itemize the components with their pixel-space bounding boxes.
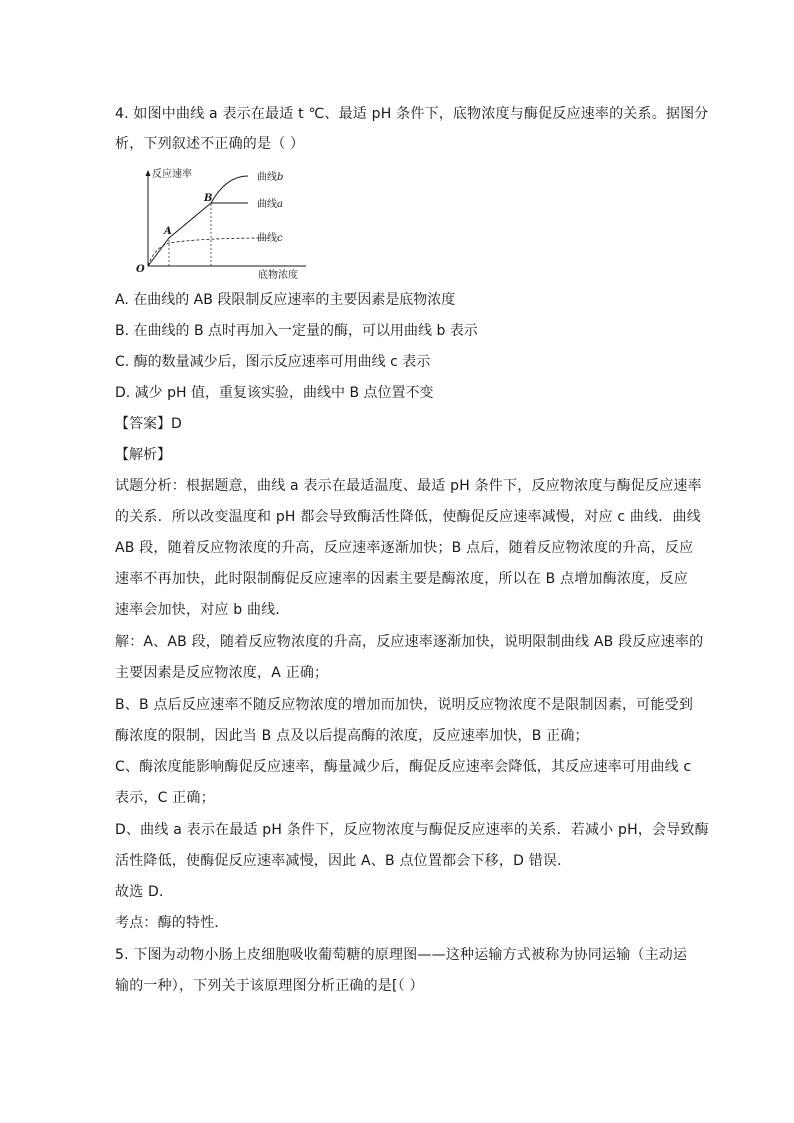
curve-a-label: 曲线a bbox=[257, 199, 283, 210]
curve-a bbox=[148, 203, 248, 266]
y-axis-arrow bbox=[146, 170, 151, 176]
analysis-line: 酶浓度的限制，因此当 B 点及以后提高酶的浓度，反应速率加快，B 正确； bbox=[115, 728, 589, 744]
q5-stem-line1: 5. 下图为动物小肠上皮细胞吸收葡萄糖的原理图——这种运输方式被称为协同运输（主动运 bbox=[115, 947, 688, 963]
analysis-line: 速率会加快，对应 b 曲线． bbox=[115, 602, 290, 618]
q4-stem-line2: 析，下列叙述不正确的是（ ） bbox=[115, 136, 305, 152]
point-b-label: B bbox=[204, 193, 213, 204]
analysis-line: 表示，C 正确； bbox=[115, 790, 215, 806]
q4-option-a: A. 在曲线的 AB 段限制反应速率的主要因素是底物浓度 bbox=[115, 292, 456, 308]
analysis-line: 速率不再加快，此时限制酶促反应速率的因素主要是酶浓度，所以在 B 点增加酶浓度，反应 bbox=[115, 571, 688, 587]
y-axis-label: 反应速率 bbox=[152, 169, 192, 180]
analysis-line: 故选 D． bbox=[115, 884, 174, 900]
analysis-line: 主要因素是反应物浓度，A 正确； bbox=[115, 665, 329, 681]
analysis-line: B、B 点后反应速率不随反应物浓度的增加而加快，说明反应物浓度不是限制因素，可能受到 bbox=[115, 697, 694, 713]
reaction-rate-graph bbox=[130, 166, 310, 282]
q4-analysis-header: 【解析】 bbox=[115, 447, 171, 463]
curve-b bbox=[211, 176, 248, 203]
analysis-line: 解：A、AB 段，随着反应物浓度的升高，反应速率逐渐加快，说明限制曲线 AB 段反应速率的 bbox=[115, 634, 704, 650]
q4-stem-line1: 4. 如图中曲线 a 表示在最适 t ℃、最适 pH 条件下，底物浓度与酶促反应速率的关系。据图分 bbox=[115, 106, 709, 122]
analysis-line: 活性降低，使酶促反应速率减慢，因此 A、B 点位置都会下移，D 错误． bbox=[115, 853, 572, 869]
q4-option-d: D. 减少 pH 值，重复该实验，曲线中 B 点位置不变 bbox=[115, 385, 434, 401]
origin-label: O bbox=[136, 264, 145, 275]
curve-c-label: 曲线c bbox=[257, 233, 283, 244]
analysis-line: D、曲线 a 表示在最适 pH 条件下，反应物浓度与酶促反应速率的关系．若减小 pH，会导致酶 bbox=[115, 822, 709, 838]
q4-answer: 【答案】D bbox=[115, 416, 182, 432]
q4-figure bbox=[130, 166, 310, 282]
x-axis-label: 底物浓度 bbox=[258, 270, 298, 281]
q4-option-b: B. 在曲线的 B 点时再加入一定量的酶，可以用曲线 b 表示 bbox=[115, 323, 478, 339]
analysis-line: AB 段，随着反应物浓度的升高，反应速率逐渐加快；B 点后，随着反应物浓度的升高，反应 bbox=[115, 540, 694, 556]
analysis-line: 试题分析：根据题意，曲线 a 表示在最适温度、最适 pH 条件下，反应物浓度与酶促反应速率 bbox=[115, 478, 702, 494]
curve-b-label: 曲线b bbox=[257, 172, 284, 183]
analysis-line: C、酶浓度能影响酶促反应速率，酶量减少后，酶促反应速率会降低，其反应速率可用曲线 c bbox=[115, 759, 692, 775]
point-a-label: A bbox=[164, 226, 172, 237]
q5-stem-line2: 输的一种），下列关于该原理图分析正确的是[（ ） bbox=[115, 978, 424, 994]
analysis-line: 的关系．所以改变温度和 pH 都会导致酶活性降低，使酶促反应速率减慢，对应 c 曲线．曲线 bbox=[115, 509, 701, 525]
q4-option-c: C. 酶的数量减少后，图示反应速率可用曲线 c 表示 bbox=[115, 354, 431, 370]
analysis-line: 考点：酶的特性． bbox=[115, 915, 229, 931]
